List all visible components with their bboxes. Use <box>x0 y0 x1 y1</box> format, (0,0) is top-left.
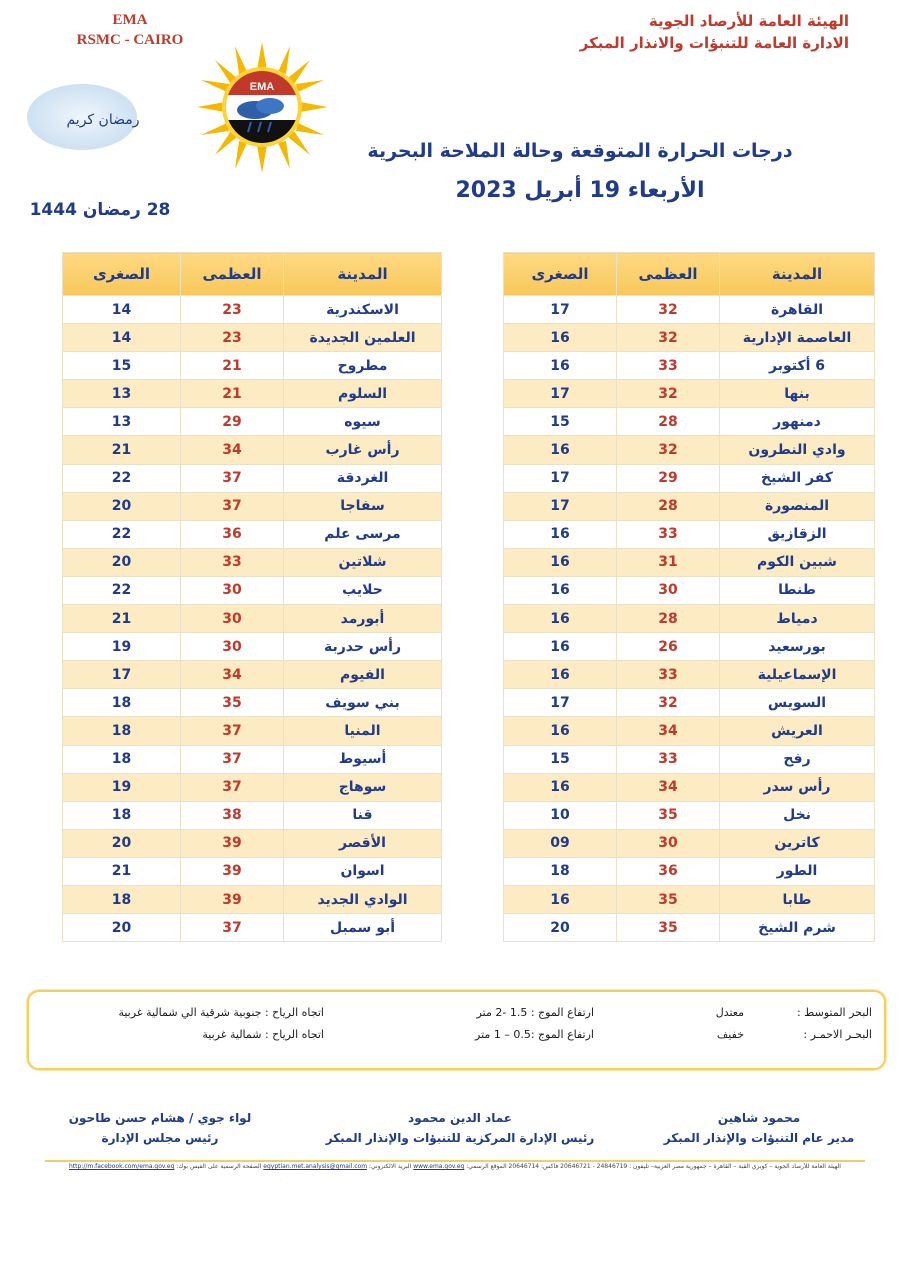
max-temp-cell: 36 <box>617 857 720 885</box>
max-temp-cell: 30 <box>181 633 284 661</box>
table-row <box>63 857 442 885</box>
table-row <box>63 717 442 745</box>
min-temp-cell: 16 <box>504 773 617 801</box>
max-temp-cell: 37 <box>181 717 284 745</box>
min-temp-cell: 16 <box>504 885 617 913</box>
city-cell: سيوه <box>284 408 442 436</box>
min-temp-cell: 20 <box>63 492 181 520</box>
table-row <box>63 914 442 942</box>
max-temp-cell: 28 <box>617 408 720 436</box>
max-temp-cell: 33 <box>617 745 720 773</box>
signature-title: رئيس الإدارة المركزية للتنبؤات والإنذار المبكر <box>325 1131 595 1145</box>
min-temp-cell: 22 <box>63 464 181 492</box>
min-temp-cell: 16 <box>504 717 617 745</box>
city-cell: دمنهور <box>720 408 875 436</box>
table-row <box>504 548 875 576</box>
max-temp-cell: 33 <box>181 548 284 576</box>
table-row <box>504 633 875 661</box>
min-temp-cell: 16 <box>504 661 617 689</box>
table-row <box>63 408 442 436</box>
min-temp-cell: 19 <box>63 773 181 801</box>
max-temp-cell: 33 <box>617 661 720 689</box>
footer-website-link[interactable]: www.ema.gov.eg <box>413 1163 465 1170</box>
max-temp-cell: 34 <box>181 436 284 464</box>
min-temp-cell: 17 <box>504 492 617 520</box>
max-temp-cell: 21 <box>181 380 284 408</box>
table-row <box>63 773 442 801</box>
city-cell: نخل <box>720 801 875 829</box>
city-cell: اسوان <box>284 857 442 885</box>
min-temp-cell: 14 <box>63 296 181 324</box>
city-cell: المنيا <box>284 717 442 745</box>
table-row <box>63 605 442 633</box>
max-temp-cell: 30 <box>181 576 284 604</box>
min-temp-cell: 18 <box>63 717 181 745</box>
table-row <box>504 520 875 548</box>
wave-height: ارتفاع الموج :0.5 – 1 متر <box>475 1028 594 1041</box>
max-temp-cell: 37 <box>181 745 284 773</box>
min-temp-cell: 20 <box>63 829 181 857</box>
header-min: الصغرى <box>504 253 617 296</box>
table-row <box>63 464 442 492</box>
table-row <box>504 717 875 745</box>
city-cell: شلاتين <box>284 548 442 576</box>
table-row <box>63 829 442 857</box>
min-temp-cell: 18 <box>63 801 181 829</box>
max-temp-cell: 35 <box>181 689 284 717</box>
signature-name: لواء جوي / هشام حسن طاحون <box>68 1111 252 1125</box>
min-temp-cell: 10 <box>504 801 617 829</box>
min-temp-cell: 20 <box>63 548 181 576</box>
city-cell: المنصورة <box>720 492 875 520</box>
max-temp-cell: 28 <box>617 605 720 633</box>
wave-height: ارتفاع الموج : 1.5 -2 متر <box>476 1006 594 1019</box>
max-temp-cell: 29 <box>181 408 284 436</box>
city-cell: العلمين الجديدة <box>284 324 442 352</box>
min-temp-cell: 16 <box>504 633 617 661</box>
max-temp-cell: 23 <box>181 324 284 352</box>
max-temp-cell: 36 <box>181 520 284 548</box>
table-row <box>63 520 442 548</box>
table-row <box>504 352 875 380</box>
header-max: العظمى <box>181 253 284 296</box>
organization-header <box>580 10 849 54</box>
sea-state: معتدل <box>715 1006 744 1019</box>
city-cell: طابا <box>720 885 875 913</box>
ema-abbrev: EMA <box>112 12 148 28</box>
max-temp-cell: 39 <box>181 885 284 913</box>
table-row <box>504 661 875 689</box>
city-cell: وادي النطرون <box>720 436 875 464</box>
header-city: المدينة <box>284 253 442 296</box>
rsmc-cairo: RSMC - CAIRO <box>76 32 184 48</box>
table-row <box>63 661 442 689</box>
table-row <box>63 436 442 464</box>
signature-chairman <box>50 1108 270 1148</box>
max-temp-cell: 39 <box>181 829 284 857</box>
wind-direction: اتجاه الرياح : شمالية غربية <box>202 1028 324 1041</box>
max-temp-cell: 32 <box>617 296 720 324</box>
ramadan-text: رمضان كريم <box>66 112 140 128</box>
max-temp-cell: 35 <box>617 801 720 829</box>
table-row <box>504 829 875 857</box>
footer-address: الهيئة العامة للأرصاد الجوية – كوبري القبة – القاهرة – جمهورية مصر العربية– تليفون : 24846719 - 20646721 فاكس: 20646714 الموقع الرسمي: <box>466 1163 841 1170</box>
city-cell: السلوم <box>284 380 442 408</box>
max-temp-cell: 32 <box>617 380 720 408</box>
table-row <box>63 296 442 324</box>
city-cell: شبين الكوم <box>720 548 875 576</box>
max-temp-cell: 37 <box>181 492 284 520</box>
min-temp-cell: 16 <box>504 548 617 576</box>
max-temp-cell: 34 <box>181 661 284 689</box>
table-row <box>63 324 442 352</box>
max-temp-cell: 23 <box>181 296 284 324</box>
min-temp-cell: 16 <box>504 576 617 604</box>
city-cell: كفر الشيخ <box>720 464 875 492</box>
max-temp-cell: 33 <box>617 352 720 380</box>
wind-direction: اتجاه الرياح : جنوبية شرقية الي شمالية غربية <box>118 1006 324 1019</box>
org-name: الهيئة العامة للأرصاد الجوية <box>648 12 849 30</box>
footer-email-label: البريد الالكتروني: <box>368 1163 412 1170</box>
min-temp-cell: 15 <box>504 408 617 436</box>
city-cell: الغردقة <box>284 464 442 492</box>
city-cell: العاصمة الإدارية <box>720 324 875 352</box>
table-row <box>63 745 442 773</box>
table-row <box>63 492 442 520</box>
city-cell: بورسعيد <box>720 633 875 661</box>
city-cell: السويس <box>720 689 875 717</box>
city-cell: حلايب <box>284 576 442 604</box>
table-row <box>63 380 442 408</box>
table-row <box>63 689 442 717</box>
city-cell: قنا <box>284 801 442 829</box>
page-title: درجات الحرارة المتوقعة وحالة الملاحة البحرية <box>367 140 793 162</box>
right-temperature-table <box>503 252 875 942</box>
footer-email-link[interactable]: egyptian.met.analysis@gmail.com <box>263 1163 368 1170</box>
min-temp-cell: 16 <box>504 520 617 548</box>
city-cell: أسيوط <box>284 745 442 773</box>
max-temp-cell: 31 <box>617 548 720 576</box>
min-temp-cell: 21 <box>63 436 181 464</box>
max-temp-cell: 34 <box>617 717 720 745</box>
min-temp-cell: 14 <box>63 324 181 352</box>
table-row <box>504 885 875 913</box>
table-row <box>504 464 875 492</box>
left-temperature-table <box>62 252 442 942</box>
min-temp-cell: 16 <box>504 436 617 464</box>
min-temp-cell: 16 <box>504 324 617 352</box>
max-temp-cell: 28 <box>617 492 720 520</box>
min-temp-cell: 17 <box>504 464 617 492</box>
min-temp-cell: 18 <box>504 857 617 885</box>
min-temp-cell: 17 <box>504 296 617 324</box>
city-cell: دمياط <box>720 605 875 633</box>
max-temp-cell: 30 <box>617 576 720 604</box>
max-temp-cell: 29 <box>617 464 720 492</box>
city-cell: أبو سمبل <box>284 914 442 942</box>
signature-title: رئيس مجلس الإدارة <box>101 1131 219 1145</box>
city-cell: كاترين <box>720 829 875 857</box>
table-row <box>504 492 875 520</box>
min-temp-cell: 16 <box>504 605 617 633</box>
city-cell: رأس حدربة <box>284 633 442 661</box>
min-temp-cell: 17 <box>63 661 181 689</box>
min-temp-cell: 19 <box>63 633 181 661</box>
footer-divider <box>45 1160 865 1162</box>
max-temp-cell: 34 <box>617 773 720 801</box>
city-cell: سوهاج <box>284 773 442 801</box>
min-temp-cell: 15 <box>504 745 617 773</box>
sea-state: خفيف <box>716 1028 744 1041</box>
min-temp-cell: 22 <box>63 520 181 548</box>
city-cell: الأقصر <box>284 829 442 857</box>
sea-label: البحر المتوسط : <box>796 1006 872 1019</box>
min-temp-cell: 13 <box>63 380 181 408</box>
city-cell: رأس غارب <box>284 436 442 464</box>
city-cell: الطور <box>720 857 875 885</box>
min-temp-cell: 21 <box>63 605 181 633</box>
max-temp-cell: 30 <box>617 829 720 857</box>
table-row <box>63 576 442 604</box>
max-temp-cell: 30 <box>181 605 284 633</box>
table-row <box>504 436 875 464</box>
max-temp-cell: 37 <box>181 773 284 801</box>
min-temp-cell: 22 <box>63 576 181 604</box>
table-row <box>504 380 875 408</box>
min-temp-cell: 15 <box>63 352 181 380</box>
table-row <box>504 324 875 352</box>
signature-forecast-director <box>649 1108 869 1148</box>
city-cell: الاسكندرية <box>284 296 442 324</box>
table-row <box>63 548 442 576</box>
city-cell: الوادي الجديد <box>284 885 442 913</box>
table-row <box>504 408 875 436</box>
max-temp-cell: 33 <box>617 520 720 548</box>
min-temp-cell: 18 <box>63 689 181 717</box>
table-row <box>63 352 442 380</box>
sea-state-box <box>27 990 886 1070</box>
table-row <box>63 633 442 661</box>
sea-label: البحـر الاحمـر : <box>803 1028 872 1041</box>
footer-facebook-link[interactable]: http://m.facebook.com/ema.gov.eg <box>69 1163 175 1170</box>
logo-text: EMA <box>249 81 275 93</box>
table-row <box>504 801 875 829</box>
city-cell: أبورمد <box>284 605 442 633</box>
city-cell: بني سويف <box>284 689 442 717</box>
max-temp-cell: 32 <box>617 689 720 717</box>
city-cell: الزقازيق <box>720 520 875 548</box>
city-cell: سفاجا <box>284 492 442 520</box>
city-cell: مطروح <box>284 352 442 380</box>
max-temp-cell: 35 <box>617 885 720 913</box>
max-temp-cell: 37 <box>181 914 284 942</box>
city-cell: رفح <box>720 745 875 773</box>
max-temp-cell: 35 <box>617 914 720 942</box>
signature-name: محمود شاهين <box>717 1111 801 1125</box>
table-row <box>504 689 875 717</box>
hijri-date: 28 رمضان 1444 <box>29 200 171 220</box>
ramadan-logo <box>25 82 140 152</box>
min-temp-cell: 18 <box>63 745 181 773</box>
city-cell: القاهرة <box>720 296 875 324</box>
sea-row-red-sea <box>29 1028 884 1050</box>
ema-english-header <box>60 10 200 50</box>
footer-facebook-label: الصفحة الرسمية على الفيس بوك: <box>176 1163 262 1170</box>
header-min: الصغرى <box>63 253 181 296</box>
min-temp-cell: 17 <box>504 380 617 408</box>
city-cell: شرم الشيخ <box>720 914 875 942</box>
city-cell: الفيوم <box>284 661 442 689</box>
table-row <box>63 885 442 913</box>
city-cell: طنطا <box>720 576 875 604</box>
header-city: المدينة <box>720 253 875 296</box>
max-temp-cell: 38 <box>181 801 284 829</box>
table-row <box>504 296 875 324</box>
min-temp-cell: 21 <box>63 857 181 885</box>
table-row <box>504 576 875 604</box>
signature-title: مدير عام التنبؤات والإنذار المبكر <box>663 1131 855 1145</box>
min-temp-cell: 20 <box>63 914 181 942</box>
page-date: الأربعاء 19 أبريل 2023 <box>455 178 705 203</box>
min-temp-cell: 16 <box>504 352 617 380</box>
city-cell: رأس سدر <box>720 773 875 801</box>
max-temp-cell: 26 <box>617 633 720 661</box>
min-temp-cell: 18 <box>63 885 181 913</box>
min-temp-cell: 20 <box>504 914 617 942</box>
city-cell: الإسماعيلية <box>720 661 875 689</box>
max-temp-cell: 32 <box>617 324 720 352</box>
min-temp-cell: 13 <box>63 408 181 436</box>
max-temp-cell: 37 <box>181 464 284 492</box>
table-row <box>504 745 875 773</box>
table-row <box>504 773 875 801</box>
city-cell: 6 أكتوبر <box>720 352 875 380</box>
header-max: العظمى <box>617 253 720 296</box>
table-row <box>504 857 875 885</box>
city-cell: بنها <box>720 380 875 408</box>
org-department: الادارة العامة للتنبؤات والانذار المبكر <box>579 34 849 52</box>
table-row <box>504 914 875 942</box>
table-row <box>63 801 442 829</box>
sea-row-mediterranean <box>29 1006 884 1028</box>
city-cell: مرسى علم <box>284 520 442 548</box>
signature-name: عماد الدين محمود <box>408 1111 512 1125</box>
max-temp-cell: 39 <box>181 857 284 885</box>
footer <box>45 1163 865 1170</box>
min-temp-cell: 17 <box>504 689 617 717</box>
min-temp-cell: 09 <box>504 829 617 857</box>
max-temp-cell: 21 <box>181 352 284 380</box>
city-cell: العريش <box>720 717 875 745</box>
signature-central-director <box>300 1108 620 1148</box>
table-row <box>504 605 875 633</box>
max-temp-cell: 32 <box>617 436 720 464</box>
